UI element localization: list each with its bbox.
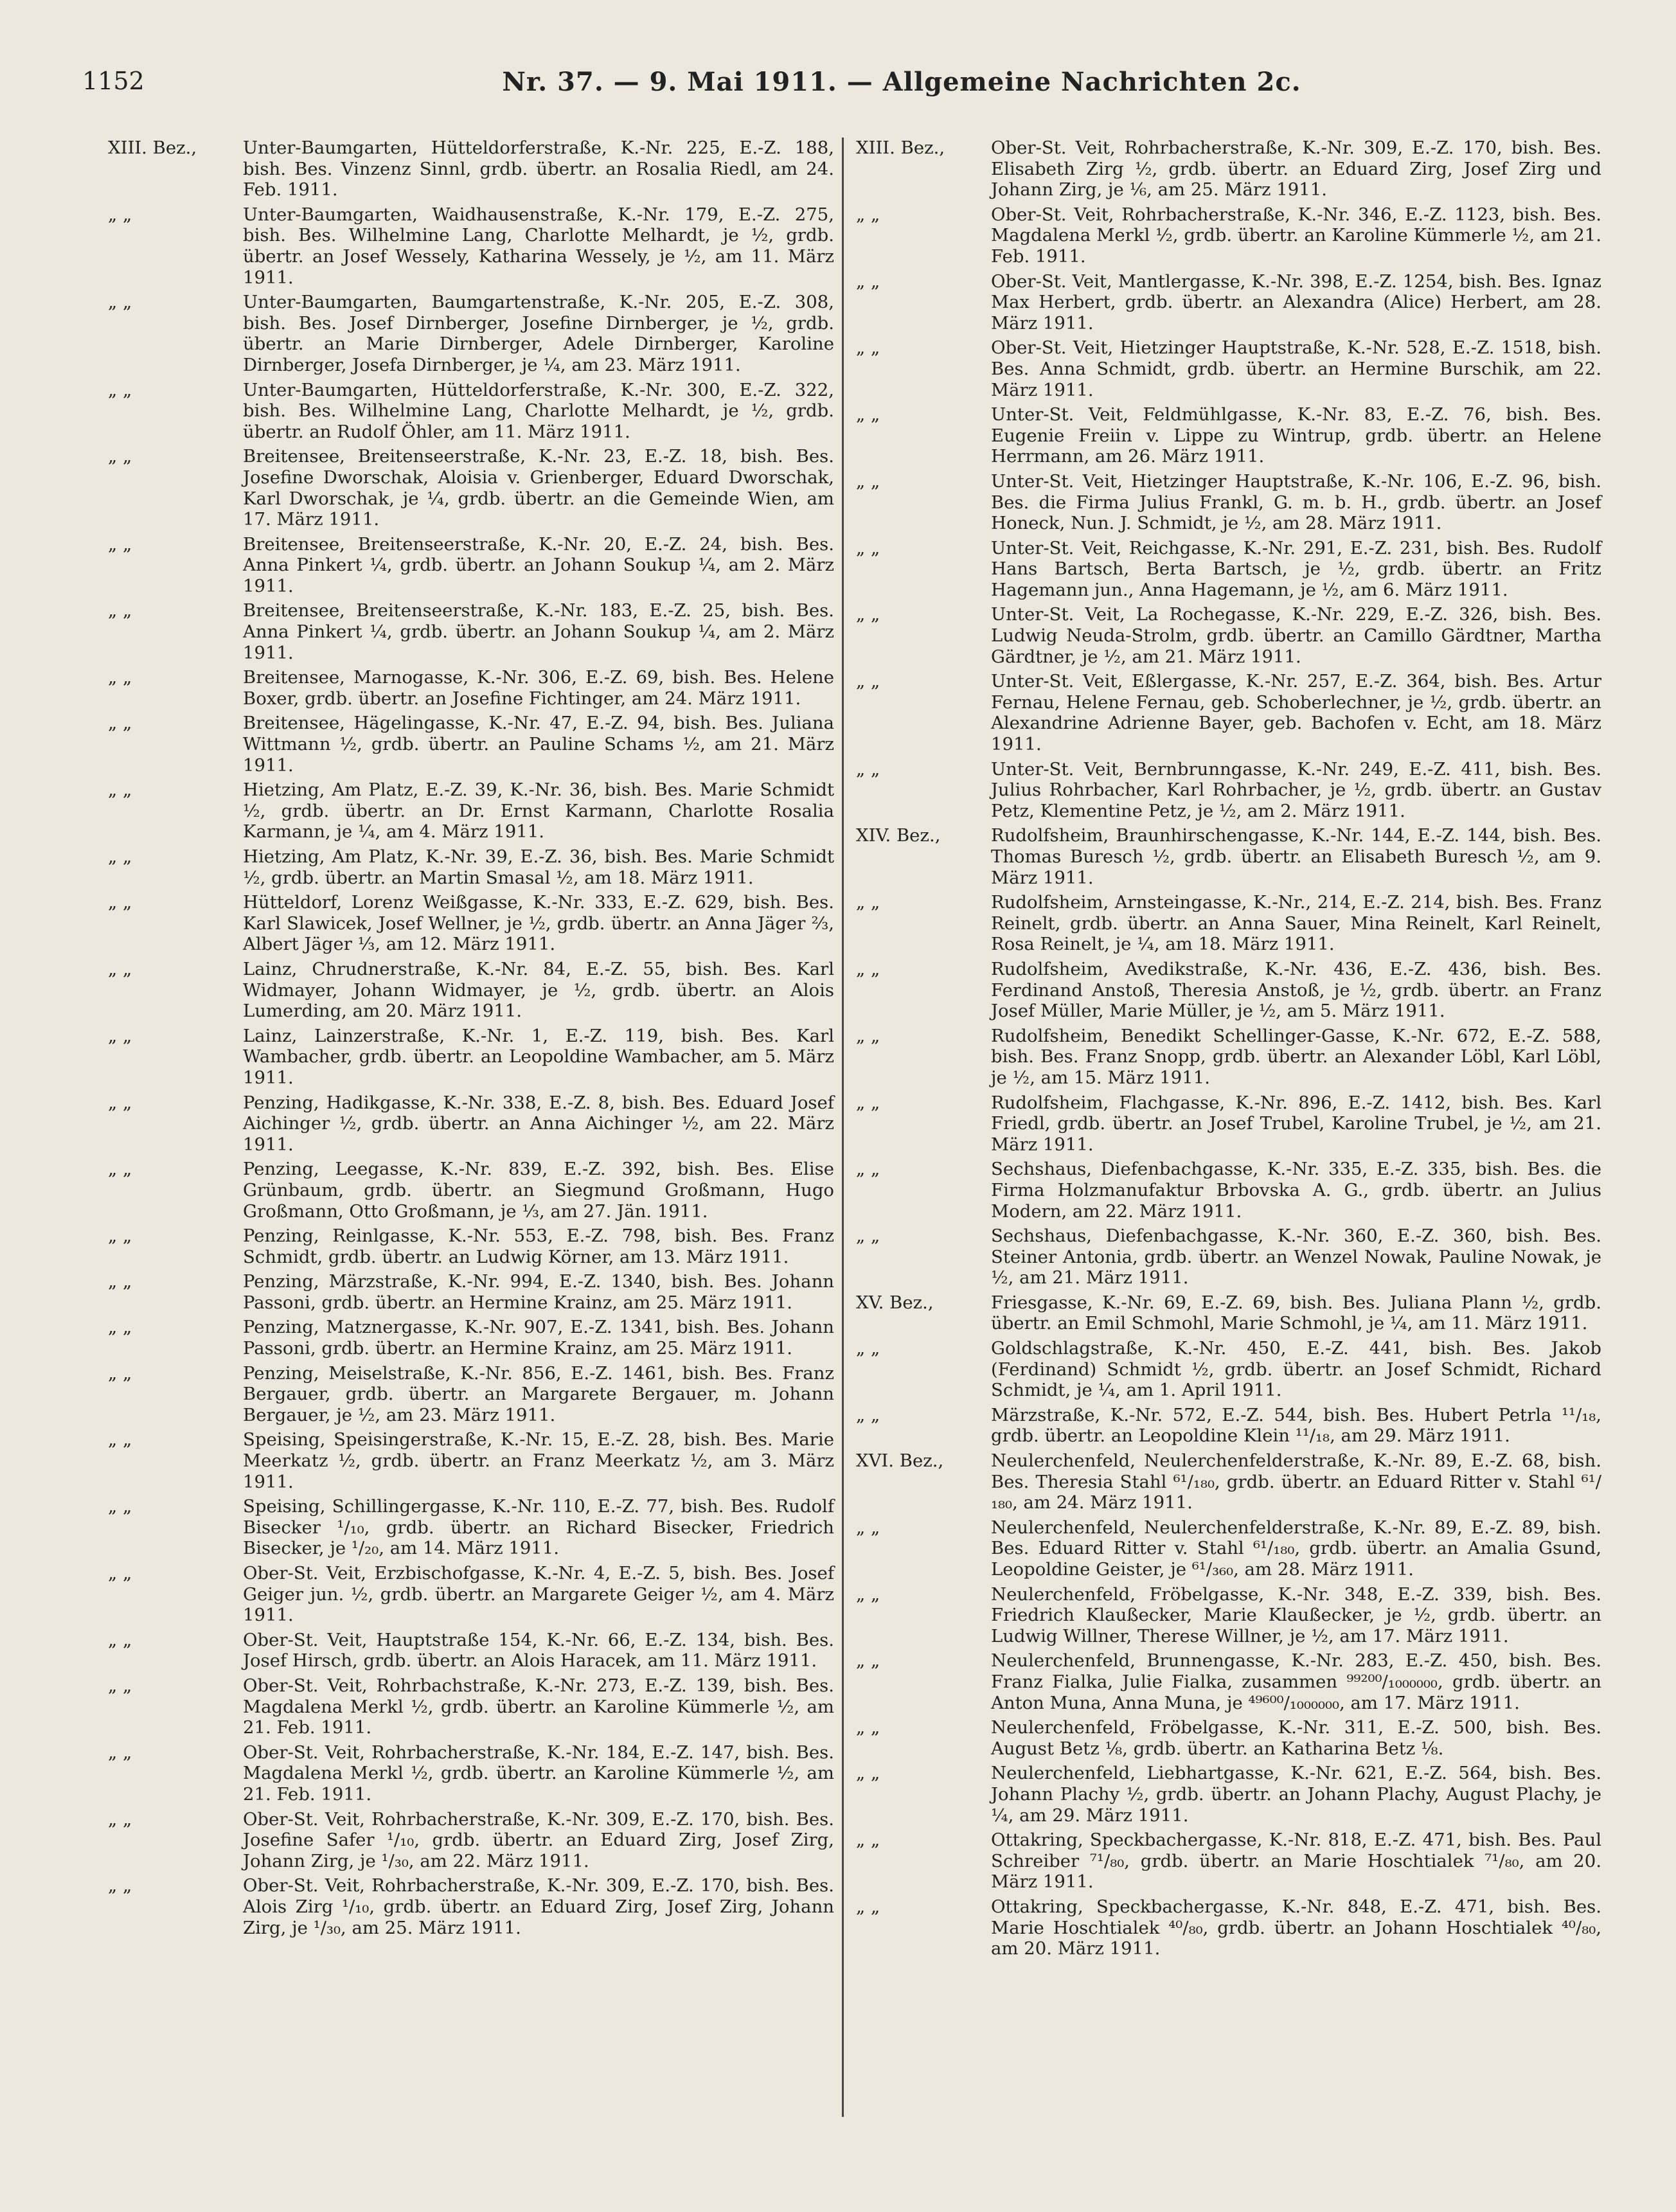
entry-text: Ober-St. Veit, Mantlergasse, K.-Nr. 398, E.-Z. 1254, bish. Bes. Ignaz Max Herbert, grdb. übertr. an Alexandra (Alice) Herbert, am 28. März 1911. [991, 271, 1601, 334]
entry-text: Lainz, Lainzerstraße, K.-Nr. 1, E.-Z. 119, bish. Bes. Karl Wambacher, grdb. übertr. an Leopoldine Wambacher, am 5. März 1911. [243, 1025, 834, 1088]
entry-text: Sechshaus, Diefenbachgasse, K.-Nr. 360, E.-Z. 360, bish. Bes. Steiner Antonia, grdb. übertr. an Wenzel Nowak, Pauline Nowak, je ½, am 21. März 1911. [991, 1226, 1601, 1289]
register-entry [108, 204, 834, 288]
entry-text: Penzing, Meiselstraße, K.-Nr. 856, E.-Z. 1461, bish. Bes. Franz Bergauer, grdb. übertr. an Margarete Bergauer, m. Johann Bergauer, je ½, am 23. März 1911. [243, 1362, 834, 1425]
register-entry [108, 292, 834, 375]
district-prefix: „ „ [108, 1362, 132, 1384]
district-prefix: „ „ [856, 604, 880, 625]
district-prefix: „ „ [108, 1675, 132, 1696]
register-entry [108, 380, 834, 443]
entry-text: Neulerchenfeld, Fröbelgasse, K.-Nr. 348, E.-Z. 339, bish. Bes. Friedrich Klaußecker, Marie Klaußecker, je ½, grdb. übertr. an Ludwig Willner, Therese Willner, je ½, am 17. März 1911. [991, 1583, 1601, 1646]
entry-text: Hietzing, Am Platz, E.-Z. 39, K.-Nr. 36, bish. Bes. Marie Schmidt ½, grdb. übertr. an Dr. Ernst Karmann, Charlotte Rosalia Karmann, je ¼, am 4. März 1911. [243, 780, 834, 843]
register-entry [856, 404, 1601, 467]
register-entry [856, 1717, 1601, 1759]
district-prefix: „ „ [108, 1025, 132, 1046]
district-prefix: „ „ [108, 780, 132, 801]
entry-text: Hütteldorf, Lorenz Weißgasse, K.-Nr. 333, E.-Z. 629, bish. Bes. Karl Slawicek, Josef Wellner, je ½, grdb. übertr. an Anna Jäger ⅔, Albert Jäger ⅓, am 12. März 1911. [243, 892, 834, 955]
district-prefix: „ „ [856, 1830, 880, 1851]
entry-text: Neulerchenfeld, Neulerchenfelderstraße, K.-Nr. 89, E.-Z. 68, bish. Bes. Theresia Stahl ⁶¹/₁₈₀, grdb. übertr. an Eduard Ritter v. Stahl ⁶¹/₁₈₀, am 24. März 1911. [991, 1450, 1601, 1513]
register-entry [856, 1763, 1601, 1826]
entry-text: Ober-St. Veit, Rohrbacherstraße, K.-Nr. 346, E.-Z. 1123, bish. Bes. Magdalena Merkl ½, grdb. übertr. an Karoline Kümmerle ½, am 21. Feb. 1911. [991, 204, 1601, 267]
district-prefix: „ „ [108, 892, 132, 913]
district-prefix: „ „ [108, 1563, 132, 1583]
register-entry [108, 667, 834, 709]
entry-text: Ober-St. Veit, Rohrbacherstraße, K.-Nr. 184, E.-Z. 147, bish. Bes. Magdalena Merkl ½, grdb. übertr. an Karoline Kümmerle ½, am 21. Feb. 1911. [243, 1742, 834, 1805]
register-entry [108, 1271, 834, 1313]
entry-text: Ober-St. Veit, Erzbischofgasse, K.-Nr. 4, E.-Z. 5, bish. Bes. Josef Geiger jun. ½, grdb. übertr. an Margarete Geiger ½, am 4. März 1911. [243, 1563, 834, 1626]
entry-text: Penzing, Märzstraße, K.-Nr. 994, E.-Z. 1340, bish. Bes. Johann Passoni, grdb. übertr. an Hermine Krainz, am 25. März 1911. [243, 1271, 834, 1313]
entry-text: Lainz, Chrudnerstraße, K.-Nr. 84, E.-Z. 55, bish. Bes. Karl Widmayer, Johann Widmayer, je ½, grdb. übertr. an Alois Lumerding, am 20. März 1911. [243, 958, 834, 1022]
entry-text: Neulerchenfeld, Liebhartgasse, K.-Nr. 621, E.-Z. 564, bish. Bes. Johann Plachy ½, grdb. übertr. an Johann Plachy, August Plachy, je ¼, am 29. März 1911. [991, 1763, 1601, 1826]
register-entry [856, 1896, 1601, 1959]
register-entry [856, 138, 1601, 201]
register-entry [856, 1226, 1601, 1289]
right-column [856, 138, 1601, 1963]
district-prefix: „ „ [856, 1338, 880, 1359]
district-prefix: „ „ [108, 713, 132, 734]
register-entry [856, 538, 1601, 601]
district-prefix: XIII. Bez., [108, 138, 197, 158]
district-prefix: „ „ [108, 446, 132, 467]
district-prefix: „ „ [108, 1271, 132, 1292]
register-entry [108, 138, 834, 201]
district-prefix: „ „ [108, 1742, 132, 1763]
entry-text: Rudolfsheim, Braunhirschengasse, K.-Nr. 144, E.-Z. 144, bish. Bes. Thomas Buresch ½, grdb. übertr. an Elisabeth Buresch ½, am 9. März 1911. [991, 825, 1601, 888]
entry-text: Breitensee, Breitenseerstraße, K.-Nr. 20, E.-Z. 24, bish. Bes. Anna Pinkert ¼, grdb. übertr. an Johann Soukup ¼, am 2. März 1911. [243, 533, 834, 596]
district-prefix: „ „ [856, 204, 880, 225]
page-number: 1152 [82, 67, 145, 95]
entry-text: Speising, Speisingerstraße, K.-Nr. 15, E.-Z. 28, bish. Bes. Marie Meerkatz ½, grdb. übertr. an Franz Meerkatz ½, am 3. März 1911. [243, 1429, 834, 1492]
register-entry [108, 1363, 834, 1426]
entry-text: Ober-St. Veit, Rohrbacherstraße, K.-Nr. 309, E.-Z. 170, bish. Bes. Alois Zirg ¹/₁₀, grdb. übertr. an Eduard Zirg, Josef Zirg, Johann Zirg, je ¹/₃₀, am 25. März 1911. [243, 1875, 834, 1938]
left-column [108, 138, 834, 1942]
register-entry [108, 1742, 834, 1805]
register-entry [856, 1026, 1601, 1089]
entry-text: Friesgasse, K.-Nr. 69, E.-Z. 69, bish. Bes. Juliana Plann ½, grdb. übertr. an Emil Schmohl, Marie Schmohl, je ¼, am 11. März 1911. [991, 1292, 1601, 1334]
register-entry [856, 471, 1601, 534]
entry-text: Sechshaus, Diefenbachgasse, K.-Nr. 335, E.-Z. 335, bish. Bes. die Firma Holzmanufaktur Brbovska A. G., grdb. übertr. an Julius Modern, am 22. März 1911. [991, 1159, 1601, 1222]
district-prefix: „ „ [108, 1429, 132, 1450]
district-prefix: XIV. Bez., [856, 825, 941, 846]
register-entry [108, 1675, 834, 1738]
entry-text: Ober-St. Veit, Hauptstraße 154, K.-Nr. 66, E.-Z. 134, bish. Bes. Josef Hirsch, grdb. übertr. an Alois Haracek, am 11. März 1911. [243, 1629, 834, 1672]
district-prefix: „ „ [856, 470, 880, 492]
running-head: Nr. 37. — 9. Mai 1911. — Allgemeine Nachrichten 2c. [502, 67, 1301, 97]
register-entry [108, 1496, 834, 1559]
register-entry [108, 600, 834, 663]
district-prefix: „ „ [856, 1763, 880, 1784]
district-prefix: „ „ [108, 1317, 132, 1338]
district-prefix: „ „ [856, 958, 880, 979]
register-entry [108, 534, 834, 597]
entry-text: Ober-St. Veit, Rohrbacherstraße, K.-Nr. 309, E.-Z. 170, bish. Bes. Elisabeth Zirg ½, grdb. übertr. an Eduard Zirg, Josef Zirg und Johann Zirg, je ⅙, am 25. März 1911. [991, 138, 1601, 201]
register-entry [108, 713, 834, 776]
register-entry [856, 1405, 1601, 1447]
register-entry [108, 446, 834, 530]
district-prefix: „ „ [856, 1404, 880, 1425]
entry-text: Unter-St. Veit, Reichgasse, K.-Nr. 291, E.-Z. 231, bish. Bes. Rudolf Hans Bartsch, Berta Bartsch, je ½, grdb. übertr. an Fritz Hagemann jun., Anna Hagemann, je ½, am 6. März 1911. [991, 537, 1601, 600]
district-prefix: „ „ [856, 1517, 880, 1538]
district-prefix: „ „ [856, 1159, 880, 1180]
register-entry [856, 1650, 1601, 1713]
entry-text: Goldschlagstraße, K.-Nr. 450, E.-Z. 441, bish. Bes. Jakob (Ferdinand) Schmidt ½, grdb. übertr. an Josef Schmidt, Richard Schmidt, je ¼, am 1. April 1911. [991, 1338, 1601, 1401]
register-entry [108, 1159, 834, 1222]
register-entry [856, 825, 1601, 888]
entry-text: Rudolfsheim, Flachgasse, K.-Nr. 896, E.-Z. 1412, bish. Bes. Karl Friedl, grdb. übertr. an Josef Trubel, Karoline Trubel, je ½, am 21. März 1911. [991, 1092, 1601, 1155]
register-entry [856, 759, 1601, 822]
register-entry [108, 780, 834, 843]
district-prefix: XV. Bez., [856, 1292, 934, 1313]
register-entry [856, 1338, 1601, 1401]
entry-text: Breitensee, Breitenseerstraße, K.-Nr. 183, E.-Z. 25, bish. Bes. Anna Pinkert ¼, grdb. übertr. an Johann Soukup ¼, am 2. März 1911. [243, 600, 834, 663]
register-entry [108, 1093, 834, 1155]
entry-text: Penzing, Hadikgasse, K.-Nr. 338, E.-Z. 8, bish. Bes. Eduard Josef Aichinger ½, grdb. übertr. an Anna Aichinger ½, am 22. März 1911. [243, 1092, 834, 1155]
register-entry [108, 1563, 834, 1626]
district-prefix: „ „ [856, 758, 880, 780]
entry-text: Unter-St. Veit, Feldmühlgasse, K.-Nr. 83, E.-Z. 76, bish. Bes. Eugenie Freiin v. Lippe zu Wintrup, grdb. übertr. an Helene Herrmann, am 26. März 1911. [991, 404, 1601, 467]
entry-text: Märzstraße, K.-Nr. 572, E.-Z. 544, bish. Bes. Hubert Petrla ¹¹/₁₈, grdb. übertr. an Leopoldine Klein ¹¹/₁₈, am 29. März 1911. [991, 1404, 1601, 1447]
entry-text: Breitensee, Marnogasse, K.-Nr. 306, E.-Z. 69, bish. Bes. Helene Boxer, grdb. übertr. an Josefine Fichtinger, am 24. März 1911. [243, 667, 834, 709]
entry-text: Ober-St. Veit, Hietzinger Hauptstraße, K.-Nr. 528, E.-Z. 1518, bish. Bes. Anna Schmidt, grdb. übertr. an Hermine Burschik, am 22. März 1911. [991, 337, 1601, 400]
register-entry [856, 1517, 1601, 1580]
entry-text: Hietzing, Am Platz, K.-Nr. 39, E.-Z. 36, bish. Bes. Marie Schmidt ½, grdb. übertr. an Martin Smasal ½, am 18. März 1911. [243, 846, 834, 888]
entry-text: Rudolfsheim, Benedikt Schellinger-Gasse, K.-Nr. 672, E.-Z. 588, bish. Bes. Franz Snopp, grdb. übertr. an Alexander Löbl, Karl Löbl, je ½, am 15. März 1911. [991, 1025, 1601, 1088]
register-entry [108, 846, 834, 888]
district-prefix: „ „ [856, 892, 880, 913]
district-prefix: „ „ [856, 1717, 880, 1738]
register-entry [856, 1093, 1601, 1155]
district-prefix: „ „ [108, 600, 132, 621]
register-entry [108, 892, 834, 955]
entry-text: Neulerchenfeld, Brunnengasse, K.-Nr. 283, E.-Z. 450, bish. Bes. Franz Fialka, Julie Fialka, zusammen ⁹⁹²⁰⁰/₁₀₀₀₀₀₀, grdb. übertr. an Anton Muna, Anna Muna, je ⁴⁹⁶⁰⁰/₁₀₀₀₀₀₀, am 17. März 1911. [991, 1650, 1601, 1713]
register-entry [856, 204, 1601, 267]
entry-text: Ottakring, Speckbachergasse, K.-Nr. 848, E.-Z. 471, bish. Bes. Marie Hoschtialek ⁴⁰/₈₀, grdb. übertr. an Johann Hoschtialek ⁴⁰/₈₀, am 20. März 1911. [991, 1896, 1601, 1959]
district-prefix: „ „ [108, 1092, 132, 1113]
district-prefix: „ „ [856, 1650, 880, 1672]
district-prefix: „ „ [108, 1808, 132, 1830]
register-entry [856, 1292, 1601, 1334]
district-prefix: „ „ [856, 337, 880, 359]
entry-text: Unter-St. Veit, Hietzinger Hauptstraße, K.-Nr. 106, E.-Z. 96, bish. Bes. die Firma Julius Frankl, G. m. b. H., grdb. übertr. an Josef Honeck, Nun. J. Schmidt, je ½, am 28. März 1911. [991, 470, 1601, 534]
entry-text: Penzing, Matznergasse, K.-Nr. 907, E.-Z. 1341, bish. Bes. Johann Passoni, grdb. übertr. an Hermine Krainz, am 25. März 1911. [243, 1317, 834, 1359]
register-entry [108, 1429, 834, 1492]
register-entry [108, 1809, 834, 1872]
district-prefix: „ „ [108, 667, 132, 688]
entry-text: Unter-Baumgarten, Baumgartenstraße, K.-Nr. 205, E.-Z. 308, bish. Bes. Josef Dirnberger, Josefine Dirnberger, je ½, grdb. übertr. an Marie Dirnberger, Adele Dirnberger, Karoline Dirnberger, Josefa Dirnberger, je ¼, am 23. März 1911. [243, 292, 834, 375]
entry-text: Penzing, Leegasse, K.-Nr. 839, E.-Z. 392, bish. Bes. Elise Grünbaum, grdb. übertr. an Siegmund Großmann, Hugo Großmann, Otto Großmann, je ⅓, am 27. Jän. 1911. [243, 1159, 834, 1222]
district-prefix: „ „ [856, 1583, 880, 1605]
register-entry [856, 1159, 1601, 1222]
district-prefix: „ „ [108, 1226, 132, 1247]
entry-text: Ober-St. Veit, Rohrbachstraße, K.-Nr. 273, E.-Z. 139, bish. Bes. Magdalena Merkl ½, grdb. übertr. an Karoline Kümmerle ½, am 21. Feb. 1911. [243, 1675, 834, 1738]
page-header [82, 62, 1599, 113]
district-prefix: „ „ [856, 1025, 880, 1046]
entry-text: Unter-St. Veit, La Rochegasse, K.-Nr. 229, E.-Z. 326, bish. Bes. Ludwig Neuda-Strolm, grdb. übertr. an Camillo Gärdtner, Martha Gärdtner, je ½, am 21. März 1911. [991, 604, 1601, 667]
district-prefix: XIII. Bez., [856, 138, 945, 158]
column-divider [842, 138, 844, 2117]
district-prefix: „ „ [108, 1629, 132, 1650]
district-prefix: „ „ [108, 204, 132, 225]
district-prefix: „ „ [108, 958, 132, 979]
entry-text: Speising, Schillingergasse, K.-Nr. 110, E.-Z. 77, bish. Bes. Rudolf Bisecker ¹/₁₀, grdb. übertr. an Richard Bisecker, Friedrich Bisecker, je ¹/₂₀, am 14. März 1911. [243, 1496, 834, 1559]
register-entry [108, 1630, 834, 1672]
entry-text: Neulerchenfeld, Neulerchenfelderstraße, K.-Nr. 89, E.-Z. 89, bish. Bes. Eduard Ritter v. Stahl ⁶¹/₁₈₀, grdb. übertr. an Amalia Gsund, Leopoldine Geister, je ⁶¹/₃₆₀, am 28. März 1911. [991, 1517, 1601, 1580]
district-prefix: „ „ [108, 1159, 132, 1180]
district-prefix: „ „ [108, 379, 132, 400]
district-prefix: „ „ [108, 1875, 132, 1896]
register-entry [108, 959, 834, 1022]
entry-text: Ober-St. Veit, Rohrbacherstraße, K.-Nr. 309, E.-Z. 170, bish. Bes. Josefine Safer ¹/₁₀, grdb. übertr. an Eduard Zirg, Josef Zirg, Johann Zirg, je ¹/₃₀, am 22. März 1911. [243, 1808, 834, 1871]
register-entry [856, 892, 1601, 955]
district-prefix: „ „ [108, 292, 132, 313]
register-entry [108, 1875, 834, 1938]
register-entry [108, 1026, 834, 1089]
register-entry [856, 671, 1601, 754]
register-entry [856, 271, 1601, 334]
entry-text: Unter-Baumgarten, Hütteldorferstraße, K.-Nr. 225, E.-Z. 188, bish. Bes. Vinzenz Sinnl, grdb. übertr. an Rosalia Riedl, am 24. Feb. 1911. [243, 138, 834, 201]
district-prefix: „ „ [856, 404, 880, 425]
register-entry [856, 337, 1601, 400]
district-prefix: „ „ [856, 537, 880, 558]
register-entry [108, 1317, 834, 1359]
district-prefix: „ „ [856, 1226, 880, 1247]
register-entry [856, 959, 1601, 1022]
district-prefix: „ „ [108, 846, 132, 867]
entry-text: Unter-Baumgarten, Waidhausenstraße, K.-Nr. 179, E.-Z. 275, bish. Bes. Wilhelmine Lang, Charlotte Melhardt, je ½, grdb. übertr. an Josef Wessely, Katharina Wessely, je ½, am 11. März 1911. [243, 204, 834, 288]
register-entry [856, 1584, 1601, 1647]
register-entry [856, 1450, 1601, 1513]
entry-text: Rudolfsheim, Arnsteingasse, K.-Nr., 214, E.-Z. 214, bish. Bes. Franz Reinelt, grdb. übertr. an Anna Sauer, Mina Reinelt, Karl Reinelt, Rosa Reinelt, je ¼, am 18. März 1911. [991, 892, 1601, 955]
district-prefix: „ „ [856, 1092, 880, 1113]
district-prefix: XVI. Bez., [856, 1450, 944, 1472]
entry-text: Rudolfsheim, Avedikstraße, K.-Nr. 436, E.-Z. 436, bish. Bes. Ferdinand Anstoß, Theresia Anstoß, je ½, grdb. übertr. an Franz Josef Müller, Marie Müller, je ½, am 5. März 1911. [991, 958, 1601, 1022]
entry-text: Breitensee, Breitenseerstraße, K.-Nr. 23, E.-Z. 18, bish. Bes. Josefine Dworschak, Aloisia v. Grienberger, Eduard Dworschak, Karl Dworschak, je ¼, grdb. übertr. an die Gemeinde Wien, am 17. März 1911. [243, 446, 834, 530]
register-entry [856, 1830, 1601, 1893]
entry-text: Penzing, Reinlgasse, K.-Nr. 553, E.-Z. 798, bish. Bes. Franz Schmidt, grdb. übertr. an Ludwig Körner, am 13. März 1911. [243, 1226, 834, 1267]
entry-text: Breitensee, Hägelingasse, K.-Nr. 47, E.-Z. 94, bish. Bes. Juliana Wittmann ½, grdb. übertr. an Pauline Schams ½, am 21. März 1911. [243, 713, 834, 776]
register-entry [856, 604, 1601, 667]
district-prefix: „ „ [856, 271, 880, 292]
district-prefix: „ „ [856, 1896, 880, 1917]
entry-text: Neulerchenfeld, Fröbelgasse, K.-Nr. 311, E.-Z. 500, bish. Bes. August Betz ⅛, grdb. übertr. an Katharina Betz ⅛. [991, 1717, 1601, 1759]
register-entry [108, 1226, 834, 1267]
entry-text: Unter-St. Veit, Eßlergasse, K.-Nr. 257, E.-Z. 364, bish. Bes. Artur Fernau, Helene Fernau, geb. Schoberlechner, je ½, grdb. übertr. an Alexandrine Adrienne Bayer, geb. Bachofen v. Echt, am 18. März 1911. [991, 671, 1601, 755]
district-prefix: „ „ [856, 671, 880, 692]
district-prefix: „ „ [108, 1496, 132, 1517]
entry-text: Unter-Baumgarten, Hütteldorferstraße, K.-Nr. 300, E.-Z. 322, bish. Bes. Wilhelmine Lang, Charlotte Melhardt, je ½, grdb. übertr. an Rudolf Öhler, am 11. März 1911. [243, 379, 834, 442]
district-prefix: „ „ [108, 533, 132, 555]
entry-text: Ottakring, Speckbachergasse, K.-Nr. 818, E.-Z. 471, bish. Bes. Paul Schreiber ⁷¹/₈₀, grdb. übertr. an Marie Hoschtialek ⁷¹/₈₀, am 20. März 1911. [991, 1830, 1601, 1893]
entry-text: Unter-St. Veit, Bernbrunngasse, K.-Nr. 249, E.-Z. 411, bish. Bes. Julius Rohrbacher, Karl Rohrbacher, je ½, grdb. übertr. an Gustav Petz, Klementine Petz, je ½, am 2. März 1911. [991, 758, 1601, 821]
